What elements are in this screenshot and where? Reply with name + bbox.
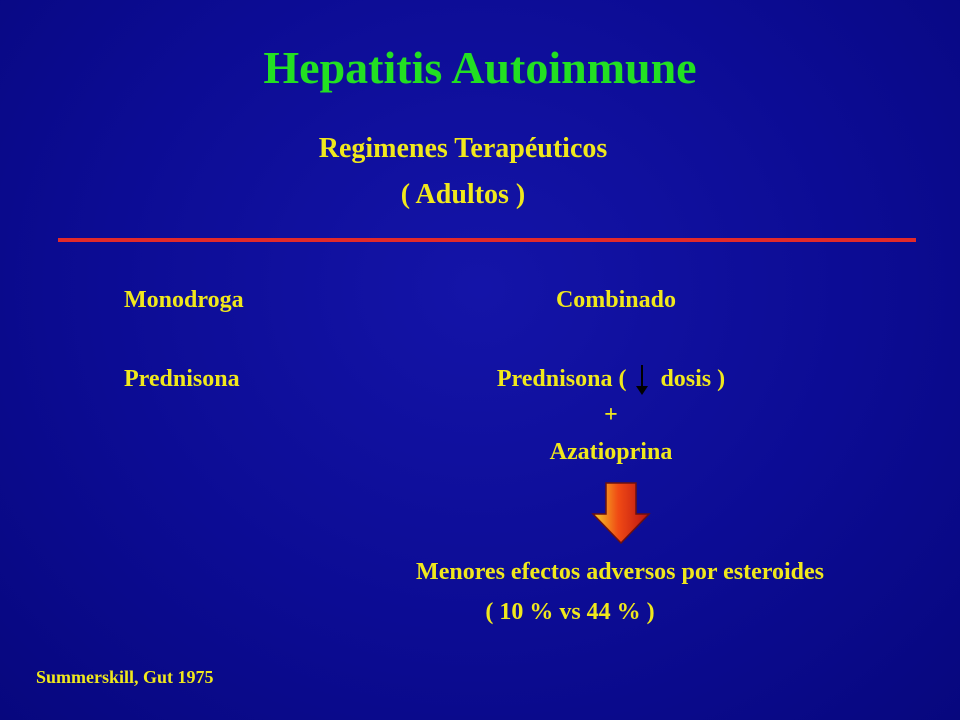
slide-subtitle: Regimenes Terapéuticos [318, 133, 608, 164]
combinado-prednisona-text: Prednisona ( [496, 366, 627, 392]
combinado-heading: Combinado [555, 287, 677, 313]
slide-subtitle-group: ( Adultos ) [400, 179, 526, 210]
slide-title: Hepatitis Autoinmune [263, 42, 697, 93]
result-percentages: ( 10 % vs 44 % ) [485, 599, 655, 625]
monodroga-drug: Prednisona [124, 366, 240, 392]
plus-sign: + [604, 402, 618, 428]
result-text: Menores efectos adversos por esteroides [416, 559, 824, 585]
citation: Summerskill, Gut 1975 [36, 667, 214, 687]
combinado-dosis-text: dosis ) [660, 366, 726, 392]
monodroga-heading: Monodroga [124, 287, 244, 313]
big-down-arrow-icon [591, 482, 651, 544]
combinado-azatioprina: Azatioprina [549, 439, 673, 465]
combinado-prednisona-line [436, 362, 786, 396]
down-arrow-icon [632, 364, 652, 396]
divider-line [58, 238, 916, 242]
